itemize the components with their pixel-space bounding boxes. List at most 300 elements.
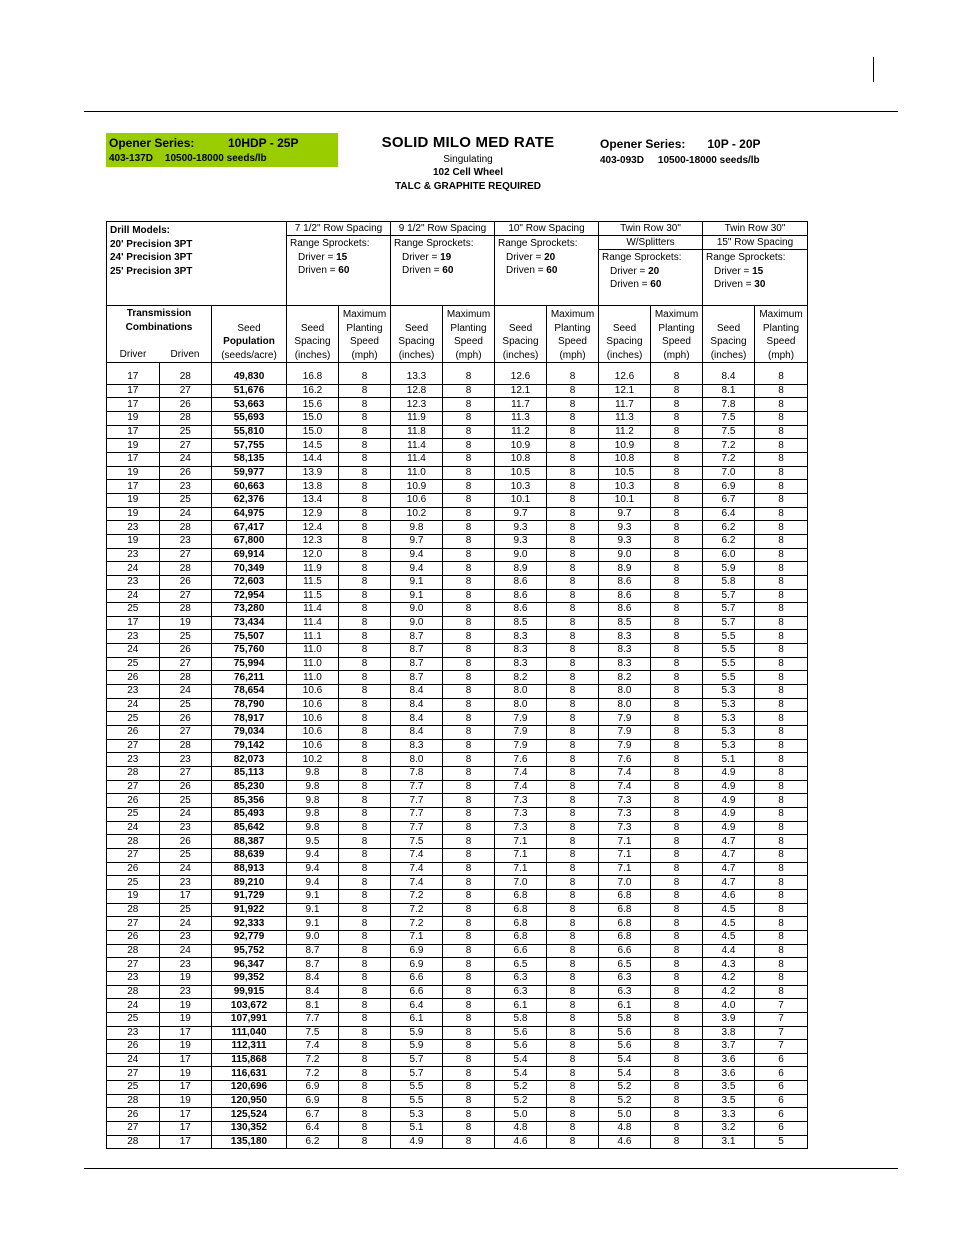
cell-speed-10: 8: [547, 671, 599, 685]
cell-spacing-9-5: 7.2: [391, 889, 443, 903]
cell-spacing-10: 10.3: [495, 480, 547, 494]
cell-seed-population: 67,800: [212, 534, 287, 548]
cell-speed-9-5: 8: [443, 589, 495, 603]
transmission-label: Transmission: [126, 308, 192, 319]
cell-seed-population: 91,922: [212, 903, 287, 917]
cell-spacing-10: 8.3: [495, 657, 547, 671]
cell-driver: 25: [107, 808, 160, 822]
cell-speed-twin-splitters: 8: [651, 1067, 703, 1081]
seed-pop-h3: (seeds/acre): [221, 349, 277, 361]
cell-spacing-9-5: 6.6: [391, 985, 443, 999]
cell-speed-9-5: 8: [443, 1026, 495, 1040]
cell-seed-population: 89,210: [212, 876, 287, 890]
opener-left-label: Opener Series:: [109, 136, 195, 150]
cell-driver: 28: [107, 985, 160, 999]
cell-seed-population: 82,073: [212, 753, 287, 767]
cell-speed-9-5: 8: [443, 657, 495, 671]
cell-speed-twin-splitters: 8: [651, 616, 703, 630]
cell-spacing-twin-splitters: 5.2: [599, 1081, 651, 1095]
cell-spacing-10: 11.3: [495, 411, 547, 425]
cell-speed-9-5: 8: [443, 999, 495, 1013]
cell-spacing-9-5: 8.0: [391, 753, 443, 767]
seed-spacing-header: [495, 306, 547, 363]
cell-speed-7-5: 8: [339, 575, 391, 589]
spacing-caption-2: 15" Row Spacing: [703, 236, 807, 250]
cell-speed-10: 8: [547, 384, 599, 398]
cell-seed-population: 85,642: [212, 821, 287, 835]
cell-spacing-twin-splitters: 7.4: [599, 767, 651, 781]
seed-spacing-header: [599, 306, 651, 363]
cell-spacing-twin-splitters: 9.3: [599, 534, 651, 548]
cell-spacing-9-5: 11.4: [391, 439, 443, 453]
cell-speed-7-5: 8: [339, 384, 391, 398]
cell-speed-7-5: 8: [339, 753, 391, 767]
speed-h0: Maximum: [759, 309, 803, 320]
table-row: [107, 452, 808, 466]
spacing-h3: (inches): [398, 349, 435, 361]
table-row: [107, 1081, 808, 1095]
cell-spacing-9-5: 9.4: [391, 562, 443, 576]
cell-spacing-twin-splitters: 5.0: [599, 1108, 651, 1122]
cell-spacing-twin-splitters: 7.1: [599, 862, 651, 876]
cell-speed-9-5: 8: [443, 726, 495, 740]
cell-spacing-7-5: 16.8: [287, 371, 339, 384]
cell-speed-7-5: 8: [339, 671, 391, 685]
cell-spacing-9-5: 8.3: [391, 739, 443, 753]
cell-spacing-9-5: 11.9: [391, 411, 443, 425]
cell-driven: 24: [159, 917, 212, 931]
cell-spacing-10: 6.8: [495, 917, 547, 931]
cell-driven: 17: [159, 1135, 212, 1149]
cell-speed-twin-splitters: 8: [651, 1053, 703, 1067]
table-row: [107, 411, 808, 425]
cell-spacing-10: 5.4: [495, 1053, 547, 1067]
cell-speed-9-5: 8: [443, 1108, 495, 1122]
cell-speed-9-5: 8: [443, 1012, 495, 1026]
cell-spacing-7-5: 9.8: [287, 767, 339, 781]
cell-driven: 24: [159, 507, 212, 521]
cell-spacing-twin-15: 5.3: [703, 739, 755, 753]
table-row: [107, 712, 808, 726]
driven-label: Driven =: [714, 279, 752, 290]
cell-seed-population: 79,142: [212, 739, 287, 753]
table-row: [107, 1108, 808, 1122]
cell-seed-population: 60,663: [212, 480, 287, 494]
cell-seed-population: 55,810: [212, 425, 287, 439]
speed-h2: Speed: [766, 336, 796, 347]
cell-driver: 23: [107, 971, 160, 985]
driver-label: Driver =: [402, 251, 438, 263]
cell-spacing-10: 7.9: [495, 726, 547, 740]
spacing-header-9-5: [391, 222, 495, 306]
cell-driven: 27: [159, 384, 212, 398]
opener-left-rate: 10500-18000 seeds/lb: [164, 153, 267, 164]
cell-speed-10: 8: [547, 903, 599, 917]
cell-spacing-7-5: 9.1: [287, 889, 339, 903]
cell-speed-twin-15: 5: [755, 1135, 808, 1149]
cell-driver: 27: [107, 848, 160, 862]
cell-seed-population: 135,180: [212, 1135, 287, 1149]
cell-driver: 23: [107, 521, 160, 535]
cell-driven: 23: [159, 480, 212, 494]
cell-speed-7-5: 8: [339, 876, 391, 890]
cell-speed-7-5: 8: [339, 1081, 391, 1095]
cell-speed-10: 8: [547, 944, 599, 958]
cell-spacing-9-5: 9.0: [391, 616, 443, 630]
cell-speed-twin-15: 8: [755, 521, 808, 535]
cell-speed-10: 8: [547, 548, 599, 562]
cell-speed-10: 8: [547, 753, 599, 767]
driver-value: 15: [752, 265, 764, 277]
cell-spacing-10: 12.6: [495, 371, 547, 384]
cell-spacing-9-5: 8.7: [391, 671, 443, 685]
cell-spacing-twin-splitters: 8.9: [599, 562, 651, 576]
cell-spacing-10: 11.2: [495, 425, 547, 439]
cell-spacing-9-5: 8.7: [391, 644, 443, 658]
cell-seed-population: 125,524: [212, 1108, 287, 1122]
cell-spacing-twin-15: 4.9: [703, 794, 755, 808]
cell-driven: 24: [159, 944, 212, 958]
opener-left-part: 403-137D: [109, 153, 153, 164]
cell-spacing-9-5: 8.7: [391, 630, 443, 644]
cell-speed-twin-15: 8: [755, 698, 808, 712]
cell-seed-population: 116,631: [212, 1067, 287, 1081]
cell-spacing-10: 5.0: [495, 1108, 547, 1122]
cell-driver: 25: [107, 603, 160, 617]
cell-speed-twin-15: 8: [755, 862, 808, 876]
cell-speed-9-5: 8: [443, 889, 495, 903]
spacing-h3: (inches): [606, 349, 643, 361]
cell-spacing-7-5: 7.5: [287, 1026, 339, 1040]
cell-spacing-9-5: 13.3: [391, 371, 443, 384]
cell-driver: 23: [107, 575, 160, 589]
cell-driven: 24: [159, 862, 212, 876]
cell-seed-population: 69,914: [212, 548, 287, 562]
cell-speed-twin-splitters: 8: [651, 411, 703, 425]
cell-spacing-7-5: 8.7: [287, 958, 339, 972]
cell-driven: 17: [159, 1026, 212, 1040]
cell-speed-9-5: 8: [443, 835, 495, 849]
cell-speed-twin-splitters: 8: [651, 848, 703, 862]
driver-col-header: Driver: [119, 349, 147, 360]
cell-speed-10: 8: [547, 848, 599, 862]
cell-speed-twin-15: 7: [755, 1026, 808, 1040]
max-speed-header: [443, 306, 495, 363]
cell-seed-population: 111,040: [212, 1026, 287, 1040]
cell-speed-twin-splitters: 8: [651, 439, 703, 453]
cell-speed-7-5: 8: [339, 439, 391, 453]
driven-value: 60: [546, 265, 558, 276]
cell-spacing-10: 7.1: [495, 835, 547, 849]
cell-spacing-7-5: 13.9: [287, 466, 339, 480]
cell-speed-twin-15: 8: [755, 971, 808, 985]
driver-value: 15: [336, 251, 348, 263]
cell-driven: 23: [159, 876, 212, 890]
cell-spacing-7-5: 8.4: [287, 971, 339, 985]
cell-driven: 17: [159, 1108, 212, 1122]
cell-spacing-twin-splitters: 7.3: [599, 794, 651, 808]
cell-seed-population: 58,135: [212, 452, 287, 466]
driver-value: 20: [544, 251, 556, 263]
cell-spacing-10: 7.3: [495, 794, 547, 808]
spacing-h3: (inches): [502, 349, 539, 361]
cell-spacing-7-5: 8.1: [287, 999, 339, 1013]
cell-speed-10: 8: [547, 439, 599, 453]
cell-speed-twin-15: 8: [755, 753, 808, 767]
cell-driven: 27: [159, 439, 212, 453]
cell-spacing-7-5: 11.4: [287, 603, 339, 617]
cell-spacing-7-5: 14.5: [287, 439, 339, 453]
driven-value: 60: [338, 265, 350, 276]
cell-speed-twin-15: 8: [755, 685, 808, 699]
cell-speed-twin-15: 8: [755, 739, 808, 753]
cell-spacing-twin-15: 8.1: [703, 384, 755, 398]
cell-spacing-7-5: 11.0: [287, 671, 339, 685]
driven-label: Driven =: [402, 265, 440, 276]
cell-spacing-9-5: 8.4: [391, 712, 443, 726]
cell-speed-7-5: 8: [339, 685, 391, 699]
cell-spacing-9-5: 7.7: [391, 794, 443, 808]
cell-spacing-twin-15: 7.5: [703, 425, 755, 439]
cell-spacing-10: 5.4: [495, 1067, 547, 1081]
cell-speed-10: 8: [547, 630, 599, 644]
table-row: [107, 794, 808, 808]
cell-speed-10: 8: [547, 971, 599, 985]
cell-spacing-9-5: 6.1: [391, 1012, 443, 1026]
cell-speed-twin-splitters: 8: [651, 371, 703, 384]
cell-seed-population: 75,760: [212, 644, 287, 658]
cell-spacing-twin-15: 6.2: [703, 534, 755, 548]
cell-speed-twin-splitters: 8: [651, 917, 703, 931]
cell-spacing-twin-15: 6.2: [703, 521, 755, 535]
cell-spacing-twin-15: 4.7: [703, 835, 755, 849]
table-row: [107, 1053, 808, 1067]
cell-spacing-10: 7.0: [495, 876, 547, 890]
cell-spacing-9-5: 10.9: [391, 480, 443, 494]
cell-spacing-twin-splitters: 8.6: [599, 575, 651, 589]
cell-spacing-twin-15: 5.3: [703, 698, 755, 712]
cell-driver: 24: [107, 698, 160, 712]
cell-spacing-twin-15: 4.7: [703, 848, 755, 862]
cell-speed-twin-splitters: 8: [651, 384, 703, 398]
cell-seed-population: 67,417: [212, 521, 287, 535]
cell-speed-7-5: 8: [339, 999, 391, 1013]
cell-speed-twin-splitters: 8: [651, 480, 703, 494]
cell-driver: 24: [107, 999, 160, 1013]
table-row: [107, 862, 808, 876]
cell-speed-10: 8: [547, 575, 599, 589]
cell-spacing-9-5: 7.5: [391, 835, 443, 849]
cell-spacing-twin-splitters: 5.2: [599, 1094, 651, 1108]
cell-speed-9-5: 8: [443, 1053, 495, 1067]
cell-seed-population: 99,915: [212, 985, 287, 999]
cell-speed-7-5: 8: [339, 808, 391, 822]
cell-driver: 28: [107, 767, 160, 781]
cell-speed-7-5: 8: [339, 562, 391, 576]
cell-speed-7-5: 8: [339, 1135, 391, 1149]
cell-spacing-twin-15: 4.9: [703, 767, 755, 781]
cell-speed-10: 8: [547, 534, 599, 548]
cell-spacing-10: 8.6: [495, 589, 547, 603]
cell-speed-10: 8: [547, 1053, 599, 1067]
cell-spacing-twin-splitters: 7.0: [599, 876, 651, 890]
cell-spacing-7-5: 9.4: [287, 862, 339, 876]
cell-driver: 23: [107, 630, 160, 644]
cell-spacing-7-5: 12.3: [287, 534, 339, 548]
cell-spacing-7-5: 11.5: [287, 589, 339, 603]
cell-spacing-10: 12.1: [495, 384, 547, 398]
cell-spacing-twin-splitters: 7.9: [599, 739, 651, 753]
cell-spacing-10: 7.3: [495, 808, 547, 822]
cell-seed-population: 70,349: [212, 562, 287, 576]
speed-h3: (mph): [455, 349, 482, 361]
cell-driven: 19: [159, 616, 212, 630]
cell-seed-population: 73,280: [212, 603, 287, 617]
range-sprockets-label: Range Sprockets:: [602, 252, 682, 263]
cell-speed-twin-splitters: 8: [651, 780, 703, 794]
cell-speed-9-5: 8: [443, 930, 495, 944]
cell-spacing-7-5: 10.6: [287, 739, 339, 753]
cell-driven: 26: [159, 780, 212, 794]
cell-speed-twin-splitters: 8: [651, 808, 703, 822]
cell-speed-10: 8: [547, 712, 599, 726]
cell-speed-twin-15: 8: [755, 726, 808, 740]
cell-spacing-twin-15: 3.1: [703, 1135, 755, 1149]
cell-spacing-twin-splitters: 8.3: [599, 644, 651, 658]
opener-series-left: [106, 133, 338, 167]
cell-speed-twin-15: 8: [755, 452, 808, 466]
spacing-header-7-5: [287, 222, 391, 306]
cell-spacing-twin-splitters: 6.3: [599, 985, 651, 999]
driven-label: Driven =: [506, 265, 544, 276]
cell-spacing-10: 6.8: [495, 930, 547, 944]
cell-driver: 19: [107, 534, 160, 548]
data-rows: [107, 371, 808, 1149]
table-row: [107, 780, 808, 794]
bottom-rule: [84, 1168, 898, 1169]
cell-driven: 27: [159, 657, 212, 671]
cell-speed-twin-splitters: 8: [651, 835, 703, 849]
cell-speed-9-5: 8: [443, 958, 495, 972]
cell-speed-twin-splitters: 8: [651, 971, 703, 985]
spacing-h1: Seed: [300, 322, 325, 334]
drill-model: 20' Precision 3PT: [110, 238, 193, 250]
cell-driver: 28: [107, 903, 160, 917]
cell-spacing-7-5: 8.4: [287, 985, 339, 999]
cell-speed-10: 8: [547, 1067, 599, 1081]
cell-speed-twin-splitters: 8: [651, 671, 703, 685]
cell-spacing-twin-15: 4.3: [703, 958, 755, 972]
column-header-row: [107, 306, 808, 363]
cell-seed-population: 59,977: [212, 466, 287, 480]
cell-speed-9-5: 8: [443, 466, 495, 480]
cell-driver: 23: [107, 685, 160, 699]
table-row: [107, 425, 808, 439]
cell-speed-7-5: 8: [339, 903, 391, 917]
cell-speed-10: 8: [547, 889, 599, 903]
cell-spacing-7-5: 11.4: [287, 616, 339, 630]
cell-speed-twin-15: 8: [755, 657, 808, 671]
cell-speed-10: 8: [547, 726, 599, 740]
cell-spacing-10: 6.3: [495, 985, 547, 999]
cell-speed-10: 8: [547, 835, 599, 849]
cell-seed-population: 107,991: [212, 1012, 287, 1026]
drill-models-header-row: [107, 222, 808, 306]
cell-spacing-9-5: 8.7: [391, 657, 443, 671]
opener-series-right: [600, 137, 761, 166]
cell-speed-twin-15: 8: [755, 630, 808, 644]
cell-speed-9-5: 8: [443, 698, 495, 712]
cell-spacing-7-5: 13.4: [287, 493, 339, 507]
cell-spacing-9-5: 11.4: [391, 452, 443, 466]
cell-speed-twin-15: 8: [755, 780, 808, 794]
cell-spacing-twin-splitters: 9.3: [599, 521, 651, 535]
cell-speed-twin-splitters: 8: [651, 726, 703, 740]
cell-spacing-twin-splitters: 4.8: [599, 1122, 651, 1136]
driven-value: 60: [442, 265, 454, 276]
cell-spacing-twin-15: 4.6: [703, 889, 755, 903]
cell-speed-twin-splitters: 8: [651, 398, 703, 412]
table-row: [107, 1094, 808, 1108]
cell-driver: 26: [107, 726, 160, 740]
cell-speed-7-5: 8: [339, 616, 391, 630]
cell-speed-9-5: 8: [443, 1135, 495, 1149]
drill-models-cell: [107, 222, 287, 306]
cell-spacing-twin-15: 6.9: [703, 480, 755, 494]
table-row: [107, 1012, 808, 1026]
cell-driver: 25: [107, 876, 160, 890]
cell-spacing-7-5: 8.7: [287, 944, 339, 958]
cell-seed-population: 85,356: [212, 794, 287, 808]
cell-speed-7-5: 8: [339, 452, 391, 466]
cell-driver: 23: [107, 548, 160, 562]
driver-value: 20: [648, 265, 660, 277]
cell-speed-twin-splitters: 8: [651, 589, 703, 603]
cell-spacing-7-5: 11.9: [287, 562, 339, 576]
speed-h0: Maximum: [446, 309, 491, 320]
seed-rate-table: [106, 221, 808, 1149]
cell-driver: 26: [107, 794, 160, 808]
max-speed-header: [651, 306, 703, 363]
cell-driver: 28: [107, 944, 160, 958]
cell-seed-population: 57,755: [212, 439, 287, 453]
spacer-row: [107, 363, 808, 372]
cell-spacing-7-5: 6.9: [287, 1081, 339, 1095]
cell-driven: 17: [159, 1081, 212, 1095]
cell-driver: 19: [107, 439, 160, 453]
cell-spacing-twin-15: 3.3: [703, 1108, 755, 1122]
opener-right-label: Opener Series:: [600, 137, 686, 151]
cell-driver: 19: [107, 466, 160, 480]
cell-speed-10: 8: [547, 917, 599, 931]
cell-speed-twin-splitters: 8: [651, 930, 703, 944]
cell-speed-twin-splitters: 8: [651, 521, 703, 535]
top-rule: [84, 111, 898, 112]
table-row: [107, 521, 808, 535]
table-row: [107, 1135, 808, 1149]
cell-spacing-twin-15: 4.7: [703, 862, 755, 876]
cell-speed-9-5: 8: [443, 616, 495, 630]
driver-label: Driver =: [714, 265, 750, 277]
cell-spacing-twin-15: 3.6: [703, 1067, 755, 1081]
cell-seed-population: 51,676: [212, 384, 287, 398]
table-row: [107, 698, 808, 712]
table-row: [107, 876, 808, 890]
subtitle-singulating: Singulating: [443, 154, 493, 165]
table-row: [107, 562, 808, 576]
cell-spacing-9-5: 9.1: [391, 575, 443, 589]
cell-spacing-twin-15: 4.5: [703, 930, 755, 944]
